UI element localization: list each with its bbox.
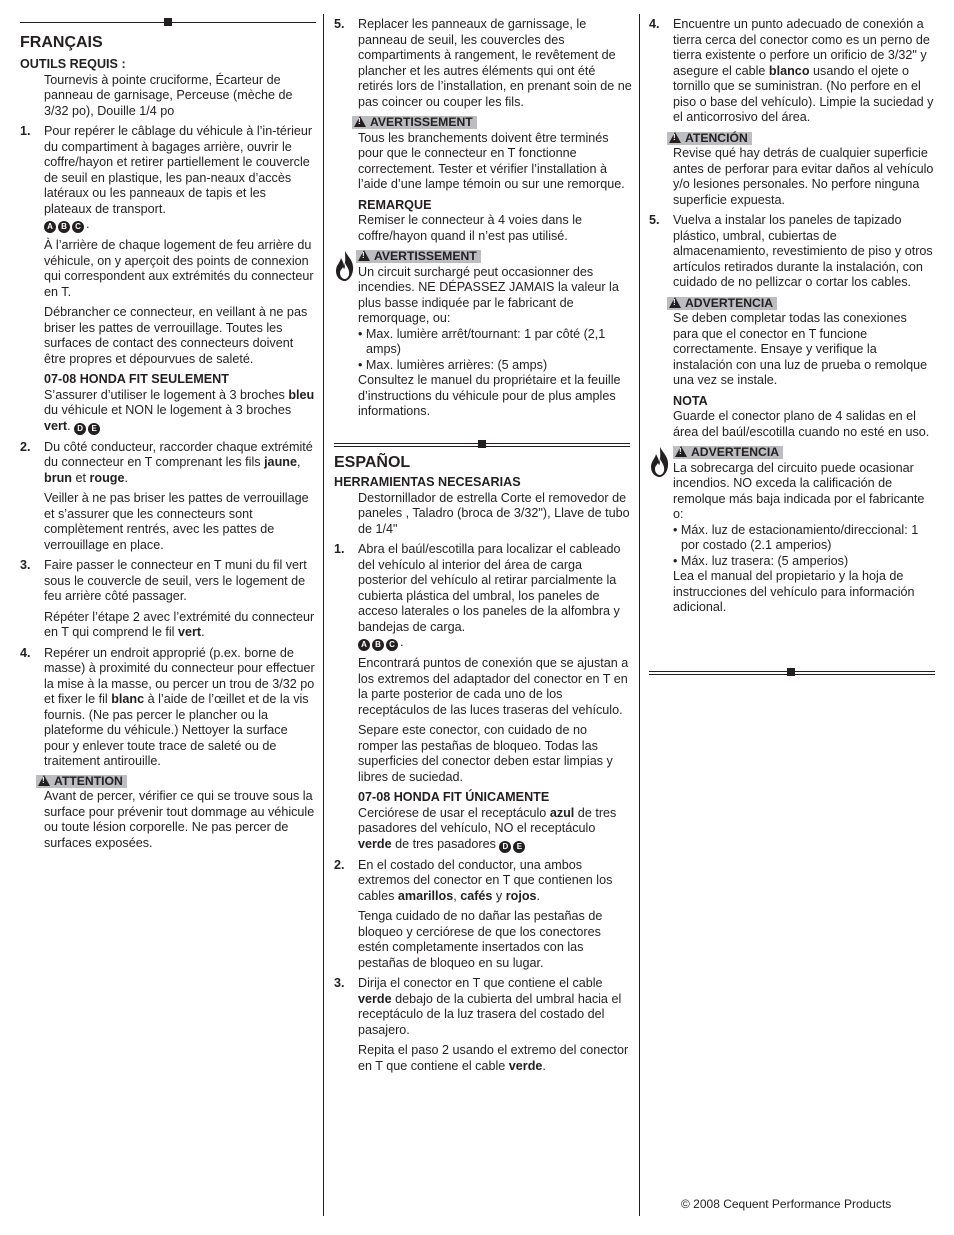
french-step-1-para-3: Débrancher ce connecteur, en veillant à ne pas briser les pattes de verrouillage. Toutes les surfaces de contact des connecteurs doivent être propres et dépourvues de saleté.: [44, 305, 308, 366]
spanish-honda-text: Cerciórese de usar el receptáculo azul de tres pasadores del vehículo, NO el receptáculo verde de tres pasadores D E: [358, 805, 617, 851]
step-number: 1.: [20, 124, 31, 138]
circle-d-icon: D: [499, 841, 511, 853]
step-number: 4.: [20, 645, 31, 660]
warning-triangle-icon: [354, 116, 366, 127]
french-step-1: [20, 124, 316, 435]
spanish-step-2-para-2: Tenga cuidado de no dañar las pestañas de bloqueo y cerciórese de que los conectores estén completamente insertados con las pestañas de bloqueo en su lugar.: [358, 909, 603, 970]
french-honda-text: S’assurer d’utiliser le logement à 3 broches bleu du véhicule et NON le logement à 3 broches vert. D E: [44, 387, 315, 433]
column-divider-1: [323, 14, 324, 1216]
spanish-bottom-rule: [649, 671, 935, 675]
french-step-3: [20, 558, 316, 641]
french-step-5: [334, 17, 632, 110]
spanish-tools-text: Destornillador de estrella Corte el removedor de paneles , Taladro (broca de 3/32"), Llave de tubo de 1/4": [358, 490, 630, 536]
spanish-step-5: [649, 213, 935, 291]
warning-triangle-icon: [669, 132, 681, 143]
french-tools-heading: OUTILS REQUIS :: [20, 57, 126, 71]
spanish-atencion-text: Revise qué hay detrás de cualquier superficie antes de perforar para evitar daños al vehículo y/o lesiones personales. No perfore ninguna superficie expuesta.: [673, 146, 934, 207]
french-attention-box: [20, 774, 316, 790]
circle-e-icon: E: [513, 841, 525, 853]
attention-label: !ATTENTION: [36, 775, 127, 788]
spanish-honda-heading: 07-08 HONDA FIT ÚNICAMENTE: [358, 790, 550, 804]
spanish-step-2-text: En el costado del conductor, una ambos extremos del conector en T que contienen los cables amarillos, cafés y rojos.: [358, 857, 613, 903]
circle-c-icon: C: [386, 639, 398, 651]
atencion-label: !ATENCIÓN: [667, 132, 752, 145]
french-warning-2: [334, 249, 632, 420]
circle-a-icon: A: [44, 221, 56, 233]
french-step-3-para-2: Répéter l’étape 2 avec l’extrémité du connecteur en T qui comprend le fil vert.: [44, 609, 315, 639]
french-step-1-para-2: À l’arrière de chaque logement de feu arrière du véhicule, on y aperçoit des points de connexion qui correspondent aux extrémités du connecteur en T.: [44, 238, 314, 299]
circle-c-icon: C: [72, 221, 84, 233]
step-number: 3.: [20, 558, 31, 572]
circle-b-icon: B: [372, 639, 384, 651]
french-warning-2-text: Un circuit surchargé peut occasionner des incendies. NE DÉPASSEZ JAMAIS la valeur la plus basse indiquée par le fabricant de remorquage, ou:: [358, 264, 619, 325]
advertencia-label: !ADVERTENCIA: [673, 446, 783, 459]
step-number: 3.: [334, 976, 345, 990]
step-number: 2.: [20, 439, 31, 454]
french-step-3-text: Faire passer le connecteur en T muni du fil vert sous le couvercle de seuil, vers le logement de feu arrière côté passager.: [44, 558, 307, 603]
spanish-tools-heading: HERRAMIENTAS NECESARIAS: [334, 475, 521, 489]
circle-a-icon: A: [358, 639, 370, 651]
circle-d-icon: D: [74, 423, 86, 435]
spanish-atencion-box: [649, 131, 935, 147]
french-warning-2-end: Consultez le manuel du propriétaire et la feuille d’instructions du véhicule pour de plus amples informations.: [358, 373, 621, 418]
copyright-footer: © 2008 Cequent Performance Products: [681, 1197, 892, 1211]
french-step-4-text: Repérer un endroit approprié (p.ex. borne de masse) à proximité du connecteur pour effectuer la mise à la masse, ou percer un trou de 3/32 po et fixer le fil blanc à l’aide de l’œillet et de la vis fournis. (Ne pas percer le plancher ou la plateforme du véhicule.) Nettoyer la surface pour y enlever toute trace de saleté ou de traitement antirouille.: [44, 645, 315, 768]
spanish-step-2: [334, 858, 630, 972]
fire-hazard-icon: [649, 445, 671, 479]
warning-triangle-icon: [38, 775, 50, 786]
spanish-advertencia-2: [649, 445, 935, 616]
spanish-step-1-para-2: Encontrará puntos de conexión que se ajustan a los extremos del adaptador del conector en T en la parte posterior de cada uno de los receptáculos de las luces traseras del vehículo.: [358, 656, 629, 717]
avertissement-label: !AVERTISSEMENT: [356, 250, 481, 263]
spanish-step-5-text: Vuelva a instalar los paneles de tapizado plástico, umbral, cubiertas de almacenamiento, revestimiento de piso y otros artículos retirados durante la instalación, con cuidado de no pellizcar o cortar los cables.: [673, 213, 933, 289]
french-attention-text: Avant de percer, vérifier ce qui se trouve sous la surface pour prévenir tout dommage au véhicule ou toute lésion corporelle. Ne pas percer de surfaces exposées.: [44, 789, 315, 850]
spanish-column-3: [649, 17, 935, 616]
circle-b-icon: B: [58, 221, 70, 233]
step-number: 5.: [334, 17, 345, 31]
spanish-step-1-text: Abra el baúl/escotilla para localizar el cableado del vehículo al interior del área de carga posterior del vehículo al retirar parcialmente la cubierta plástica del umbral, los paneles de acceso laterales o los paneles de la alfombra y bandejas de carga. A B C .: [358, 542, 621, 649]
french-warning-1-text: Tous les branchements doivent être terminés pour que le connecteur en T fonctionne correctement. Tester et vérifier l’installation à l’aide d’une lampe témoin ou sur une remorque.: [358, 130, 625, 191]
spanish-heading: ESPAÑOL: [334, 454, 411, 471]
french-tools-text: Tournevis à pointe cruciforme, Écarteur de panneau de garnisage, Perceuse (mèche de 3/32 po), Douille 1/4 po: [44, 72, 293, 118]
fire-hazard-icon: [334, 249, 356, 283]
warning-triangle-icon: [669, 297, 681, 308]
french-step-2-para-2: Veiller à ne pas briser les pattes de verrouillage et s’assurer que les connecteurs sont complètement rentrés, avec les pattes de verrouillage en place.: [44, 491, 309, 552]
spanish-step-4-text: Encuentre un punto adecuado de conexión a tierra cerca del conector como es un perno de tierra existente o perfore un orificio de 3/32" y asegure el cable blanco usando el ojete o tornillo que se suministran. (No perfore en el piso o base del vehículo). Limpie la suciedad y el anticorrosivo del área.: [673, 17, 934, 124]
column-2: [334, 17, 632, 420]
french-remarque-text: Remiser le connecteur à 4 voies dans le coffre/hayon quand il n’est pas utilisé.: [358, 213, 583, 243]
step-number: 5.: [649, 213, 660, 227]
spanish-nota-heading: NOTA: [673, 393, 708, 408]
column-divider-2: [639, 14, 640, 1216]
spanish-step-4: [649, 17, 935, 126]
spanish-advertencia-1: [649, 296, 935, 312]
french-warning-1: [334, 115, 632, 131]
spanish-step-1-para-3: Separe este conector, con cuidado de no romper las pestañas de bloqueo. Todas las superficies del conector deben estar limpias y libres de suciedad.: [358, 723, 613, 784]
spanish-advertencia-2-end: Lea el manual del propietario y la hoja de instrucciones del vehículo para información adicional.: [673, 569, 915, 614]
avertissement-label: !AVERTISSEMENT: [352, 116, 477, 129]
step-number: 2.: [334, 857, 345, 872]
step-number: 1.: [334, 542, 345, 556]
french-step-2-text: Du côté conducteur, raccorder chaque extrémité du connecteur en T comprenant les fils jaune, brun et rouge.: [44, 439, 313, 485]
warning-triangle-icon: [358, 250, 370, 261]
circle-e-icon: E: [88, 423, 100, 435]
spanish-advertencia-2-bullet-1: • Máx. luz de estacionamiento/direccional: 1 por costado (2.1 amperios): [673, 522, 919, 552]
french-step-4: [20, 646, 316, 770]
french-column-1: [20, 34, 316, 851]
spanish-step-3-para-2: Repita el paso 2 usando el extremo del conector en T que contiene el cable verde.: [358, 1043, 629, 1073]
step-number: 4.: [649, 17, 660, 31]
french-remarque-heading: REMARQUE: [358, 197, 432, 212]
spanish-advertencia-2-bullet-2: • Máx. luz trasera: (5 amperios): [673, 553, 849, 568]
french-honda-heading: 07-08 HONDA FIT SEULEMENT: [44, 372, 229, 386]
french-heading: FRANÇAIS: [20, 34, 103, 51]
spanish-step-1: [334, 542, 630, 853]
french-step-1-text: Pour repérer le câblage du véhicule à l’in-térieur du compartiment à bagages arrière, ouvrir le coffre/hayon et retirer partiellement le couvercle de seuil en plastique, les pan-neaux d’accès latéraux ou les panneaux de tapis et les plateaux de transport. A B C .: [44, 124, 313, 231]
spanish-column-2: [334, 454, 630, 1074]
french-warning-2-bullet-2: • Max. lumières arrières: (5 amps): [358, 357, 548, 372]
spanish-nota-text: Guarde el conector plano de 4 salidas en el área del baúl/escotilla cuando no esté en uso.: [673, 409, 930, 439]
french-step-5-text: Replacer les panneaux de garnissage, le panneau de seuil, les couvercles des compartiments à rangement, le revêtement de plancher et les autres éléments qui ont été retirés lors de l’installation, en prenant soin de ne pas coincer ou couper les fils.: [358, 17, 632, 109]
spanish-top-rule: [334, 443, 630, 447]
warning-triangle-icon: [675, 446, 687, 457]
french-step-2: [20, 440, 316, 554]
french-warning-2-bullet-1: • Max. lumière arrêt/tournant: 1 par côté (2,1 amps): [358, 326, 606, 356]
french-top-rule: [20, 22, 316, 23]
advertencia-label: !ADVERTENCIA: [667, 297, 777, 310]
spanish-step-3-text: Dirija el conector en T que contiene el cable verde debajo de la cubierta del umbral hacia el receptáculo de la luz trasera del costado del pasajero.: [358, 976, 622, 1037]
spanish-advertencia-1-text: Se deben completar todas las conexiones para que el conector en T funcione correctamente. Ensaye y verifique la instalación con una luz de prueba o remolque una vez se instale.: [673, 311, 928, 387]
spanish-advertencia-2-text: La sobrecarga del circuito puede ocasionar incendios. NO exceda la calificación de remolque más baja indicada por el fabricante o:: [673, 460, 925, 521]
spanish-step-3: [334, 976, 630, 1074]
